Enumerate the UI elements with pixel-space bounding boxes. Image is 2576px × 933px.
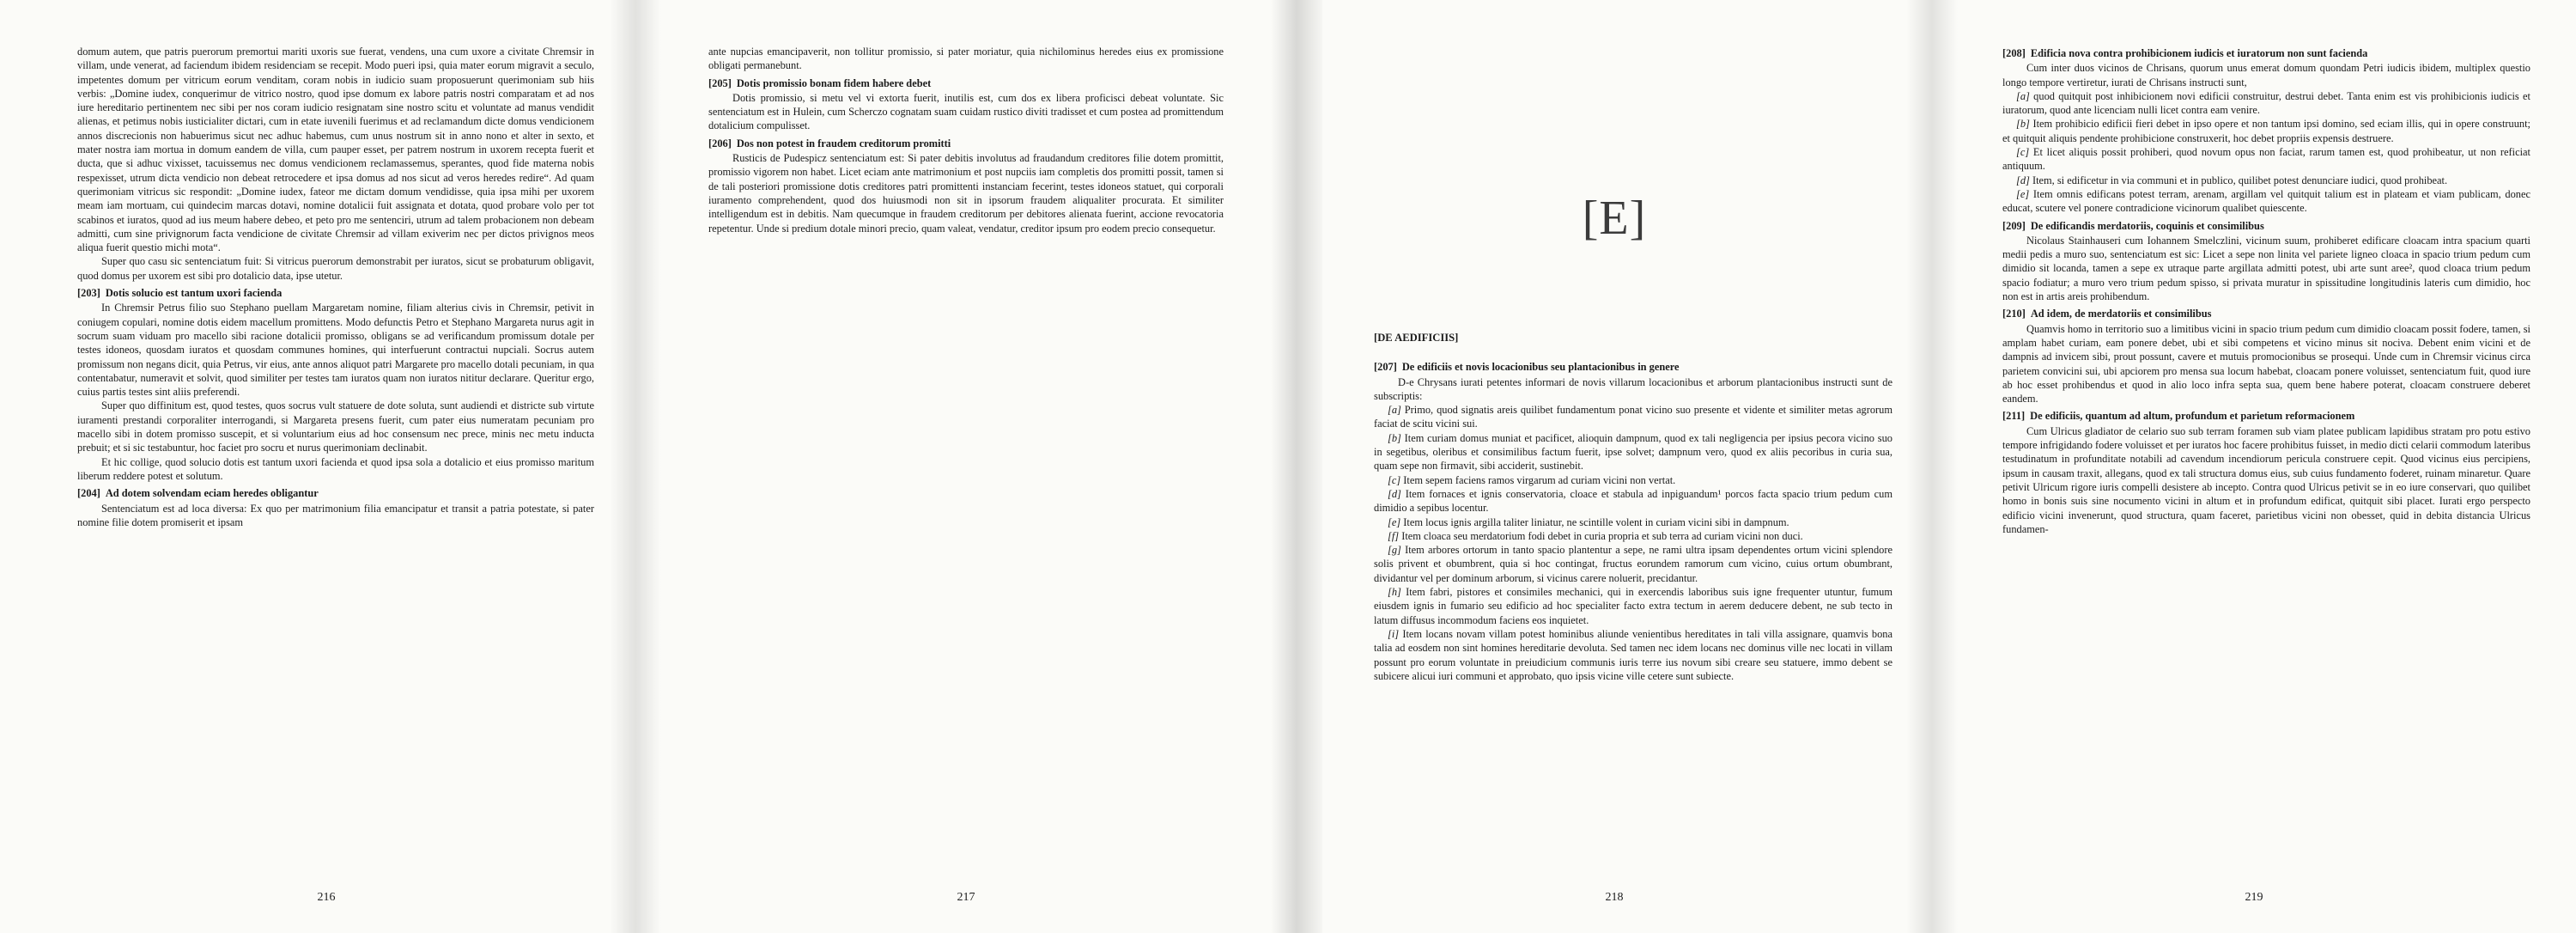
page-number: 218 <box>1605 891 1624 904</box>
item-text: Primo, quod signatis areis quilibet fundamentum ponat vicino suo presente et vidente et similiter metas agrorum faciat de scitu vicini sui. <box>1374 404 1893 430</box>
item-label: [a] <box>1388 404 1401 417</box>
section-number: [204] <box>77 487 100 500</box>
page-number: 216 <box>317 891 336 904</box>
section-heading-title: De edificiis et novis locacionibus seu plantacionibus in genere <box>1401 361 1680 374</box>
section-heading-title: Edificia nova contra prohibicionem iudicis et iuratorum non sunt facienda <box>2030 47 2368 59</box>
item-text: quod quitquit post inhibicionem novi edificii construitur, destrui debet. Tanta enim est vis prohibicionis iudicis et iuratorum, quod ante licenciam nulli licet contra eam venire. <box>2002 89 2530 117</box>
page-219 <box>1932 0 2576 933</box>
paragraph: Nicolaus Stainhauseri cum Iohannem Smelczlini, vicinum suum, prohiberet edificare cloacam intra spacium quarti medii pedis a muro suo, sentenciatum est sic: Licet a sepe non linita vel pariete ligneo cloaca in spacio trium pedum cum dimidio sit locanda, tamen a sepe ex utraque parte argillata admitti potest, ubi arte sunt aree², quod cloaca trium pedum spacio fodiatur; a muro vero trium pedum spisso, si privata muratur in spissitudine longitudinis lateris cum dimidio, hoc non est in artis areis prohibendum. <box>2002 234 2530 303</box>
item-text: Item fabri, pistores et consimiles mechanici, qui in exercendis laboribus suis igne frequenter utuntur, fumum eiusdem ignis in fumario seu edificio ad hoc specialiter facto extra tectum in aerem deducere debent, ne sub tecto in latum diffusus incommodum faciens eos inquietet. <box>1374 586 1893 626</box>
section-heading <box>2002 307 2530 320</box>
page-number: 217 <box>957 891 975 904</box>
paragraph: Cum inter duos vicinos de Chrisans, quorum unus emerat domum quondam Petri iudicis ibidem, multiplex questio longo tempore vertiretur, iurati de Chrisans instructi sunt, <box>2002 62 2530 88</box>
section-number: [210] <box>2002 308 2026 320</box>
paragraph: D-e Chrysans iurati petentes informari de novis villarum locacionibus et arborum plantacionibus instructi sunt de subscriptis: <box>1374 375 1893 402</box>
section-number: [205] <box>708 76 732 89</box>
list-item <box>2002 174 2530 187</box>
text-block <box>1374 331 1893 683</box>
paragraph: Super quo casu sic sentenciatum fuit: Si vitricus puerorum demonstrabit per iuratos, sicut se probaturum obligavit, quod domus per uxorem est sibi pro dotalicio data, ipse utetur. <box>77 255 594 282</box>
section-heading-title: Ad dotem solvendam eciam heredes obligantur <box>105 487 319 500</box>
paragraph: Rusticis de Pudespicz sentenciatum est: Si pater debitis involutus ad fraudandum creditores filie dotem promittit, promissio vigorem non habet. Licet eciam ante matrimonium et post nupciis iam completis dos promitti possit, tamen si de tali posteriori promissione dotis creditores patri promittenti instanciam fecerint, testes idoneos statuet, qui corporali iuramento comprehendent, quod dos huiusmodi non sit in ipsorum fraudem aliqualiter procurata. Et similiter intelligendum est in debitis. Nam quecumque in fraudem creditorum per debitores alienata fuerint, accione revocatoria repetentur. Unde si predium dotale minori precio, quam valeat, vendatur, creditor ipsum pro eodem precio consequetur. <box>708 152 1224 235</box>
item-label: [e] <box>1388 515 1401 528</box>
section-title: [DE AEDIFICIIS] <box>1374 332 1459 344</box>
item-text: Item curiam domus muniat et pacificet, alioquin dampnum, quod ex tali negligencia per ipsius pecora vicino suo in segetibus, oleribus et consimilibus factum fuerit, ipse solvet; dampnum vero, quod ex aliis pecoribus in curia sua, quam sepe non firmavit, sibi acciderit, sustinebit. <box>1374 431 1893 473</box>
section-heading-title: Dotis solucio est tantum uxori facienda <box>105 287 283 300</box>
text-block <box>77 45 594 529</box>
section-heading-title: Dotis promissio bonam fidem habere debet <box>736 76 932 89</box>
item-text: Item sepem faciens ramos virgarum ad curiam vicini non vertat. <box>1403 473 1676 486</box>
item-label: [f] <box>1388 529 1400 542</box>
item-label: [i] <box>1388 627 1400 640</box>
list-item <box>1374 529 1893 543</box>
list-item <box>1374 403 1893 431</box>
chapter-letter: [E] <box>1582 192 1647 245</box>
paragraph: ante nupcias emancipaverit, non tollitur promissio, si pater moriatur, quia nichilominus heredes eius ex promissione obligati permanebunt. <box>708 46 1224 72</box>
list-item <box>1374 473 1893 487</box>
list-item <box>1374 487 1893 515</box>
list-item <box>1374 627 1893 683</box>
item-text: Item arbores ortorum in tanto spacio plantentur a sepe, ne rami ultra ipsam dependentes ortum vicini splendore solis privent et obumbrent, quia si hoc contingat, fructus eorundem ramorum cum vicino, cuius ortum obumbrant, dividantur vel per dominum arborum, si vicinus carere noluerit, precidantur. <box>1374 544 1893 584</box>
section-heading-title: Dos non potest in fraudem creditorum promitti <box>736 137 951 149</box>
text-block <box>2002 43 2530 536</box>
list-item <box>1374 543 1893 585</box>
paragraph: Dotis promissio, si metu vel vi extorta fuerit, inutilis est, cum dos ex libera proficisci debeat voluntate. Sic sentenciatum est in Hulein, cum Scherczo cognatam suam cuidam rustico diviti tradisset et cum postea ad promittendum dotalicium compulisset. <box>708 91 1224 132</box>
item-label: [a] <box>2016 89 2030 102</box>
page-number: 219 <box>2245 891 2263 904</box>
item-text: Item, si edificetur in via communi et in publico, quilibet potest denunciare iudici, quod prohibeat. <box>2032 174 2448 186</box>
item-text: Item locus ignis argilla taliter liniatur, ne scintille volent in curiam vicini sibi in dampnum. <box>1403 515 1789 528</box>
paragraph: domum autem, que patris puerorum premortui mariti uxoris sue fuerat, vendens, una cum uxore a civitate Chremsir in villam, unde venerat, ad faciendum ibidem residenciam se recepit. Modo pueri ipsi, quia mater eorum migravit a seculo, impetentes domum per vitricum eorum venditam, coram nobis in iudicio suam proposuerunt querimoniam sub hiis verbis: „Domine iudex, conquerimur de vitrico nostro, quod ipse domum ex labore patris nostri comparatam et ad nos iure hereditario pertinentem nec sibi per nos coram iudicio resignatam sine nostro scitu et voluntate ad manus vendidit alienas, et petimus nobis iusticialiter dictari, cum in etate iuvenili fuerimus et ad reclamandum dicte domus vendicionem annos discrecionis non habuerimus sicut nec adhuc habemus, cum unus nostrum sit in anno nono et alter in sexto, et mater nostra iam mortua in domum eandem de villa, cum pauper esset, per patrem nostrum in uxorem recepta fuerit et ducta, que si adhuc vixisset, tacuissemus nec domus vendicionem reclamassemus, sperantes, quod fide materna nobis respexisset, utrum dicta vendicio non debeat retrocedere et ipsa domus ad nos sicut ad veros heredes redire“. Ad quam querimoniam vitricus sic respondit: „Domine iudex, fateor me dictam domum vendidisse, quia ipsa mihi per uxorem meam iam mortuam, cui quindecim marcas dotavi, nomine dotalicii fuit assignata et dotata, quod probare volo per tot scabinos et iuratos, quod ad ius meum habere debeo, et peto pro me sentenciri, utrum ad talem probacionem non debeam admitti, cum sine privignorum facta vendicione de civitate Chremsir ad villam exiverim nec per dictos privignos meos aliqua fuerit questio michi mota“. <box>77 46 594 254</box>
section-heading <box>77 486 594 500</box>
section-number: [206] <box>708 137 732 149</box>
item-label: [b] <box>1388 431 1401 444</box>
section-heading <box>708 76 1224 90</box>
item-label: [g] <box>1388 544 1401 557</box>
page-217 <box>635 0 1297 933</box>
text-block <box>708 45 1224 235</box>
item-text: Item fornaces et ignis conservatoria, cloace et stabula ad inpiguandum¹ porcos facta spacio trium pedum cum dimidio a sepibus locentur. <box>1374 487 1893 515</box>
item-label: [b] <box>2016 118 2030 131</box>
item-text: Item omnis edificans potest terram, arenam, argillam vel quitquit talium est in plateam et viam publicam, donec educat, scutere vel ponere contradicione vicinorum qualibet quiescente. <box>2002 187 2530 215</box>
item-text: Et licet aliquis possit prohiberi, quod novum opus non faciat, rarum tamen est, quod prohibeatur, ut non reficiat antiquum. <box>2002 146 2530 173</box>
paragraph: Et hic collige, quod solucio dotis est tantum uxori facienda et quod ipsa sola a dotalicio et eius promisso maritum liberum reddere potest et solutum. <box>77 455 594 482</box>
list-item <box>1374 431 1893 473</box>
section-heading-title: Ad idem, de merdatoriis et consimilibus <box>2030 308 2212 320</box>
section-heading <box>1374 360 1893 374</box>
section-number: [203] <box>77 287 100 300</box>
item-text: Item locans novam villam potest hominibus aliunde venientibus hereditates in tali villa assignare, quamvis bona talia ad eosdem non sint homines hereditarie devoluta. Sed tamen nec idem locans nec dominus ville nec locati in villam possunt pro eorum voluntate in preiudicium communis iuris terre ius novum sibi creare seu statuere, immo debent se subicere alicui iuri communi et approbato, quo ipsis vicine ville cetere sunt subiecte. <box>1374 627 1893 682</box>
paragraph: In Chremsir Petrus filio suo Stephano puellam Margaretam nomine, filiam alterius civis in Chremsir, petivit in coniugem copulari, nomine dotis eidem macellum promittens. Modo defunctis Petro et Stephano Margareta nurus agit in socrum suam viduam pro macello sibi racione dotalicii promisso, obligans se ad verificandum promissum dotale per testes idoneos, quosdam iuratos et quosdam communes homines, qui interfuerunt contractui nupciali. Socrus autem promissum non negans dicit, quia Petrus, vir eius, ante annos aliquot patri Margarete pro macello dotali pecuniam, in qua contentabatur, numeravit et solvit, quod similiter per testes tam iuratos quam non iuratos nititur declarare. Queritur ergo, cuius partis testes sint aliis preferendi. <box>77 302 594 399</box>
list-item <box>2002 145 2530 174</box>
item-label: [e] <box>2016 187 2030 200</box>
paragraph: Cum Ulricus gladiator de celario suo sub terram foramen sub viam platee publicam lapidibus stratam pro potu estivo tempore infrigidando fodere voluisset et per iuratos hoc facere prohibitus fuisset, in medio dicti celarii commodum lateribus testudinatum in profunditate notabili ad cavendum incendiorum pericula construere cepit. Quod vicinus eius percipiens, ipsum in causam traxit, allegans, quod ex tali structura domus eius, sub cuius fundamento foderet, ruinam minaretur. Quare petivit Ulricum rigore iuris compelli desistere ab incepto. Contra quod Ulricus petivit se in eo iure conservari, quo quilibet homo in bonis suis sine nocumento vicini in altum et in profundum edificat, quitquit sibi placet. Iurati ergo perspecto edificio vicini invenerunt, quod structura, quam faceret, parietibus vicini non obesset, quid in debita distancia Ulricus fundamen- <box>2002 424 2530 535</box>
list-item <box>2002 117 2530 145</box>
section-number: [207] <box>1374 361 1397 374</box>
section-heading <box>708 137 1224 150</box>
list-item <box>1374 585 1893 627</box>
page-216 <box>0 0 635 933</box>
section-number: [208] <box>2002 47 2026 59</box>
section-heading <box>77 286 594 300</box>
list-item <box>2002 89 2530 118</box>
item-text: Item prohibicio edificii fieri debet in ipso opere et non tantum ipsi domino, sed eciam illis, qui in opere construunt; et quitquit aliquis pendente prohibicione construxerit, hoc debet propriis expensis destruere. <box>2002 118 2530 144</box>
section-heading <box>2002 409 2530 423</box>
item-label: [d] <box>2016 174 2030 186</box>
list-item <box>1374 515 1893 529</box>
list-item <box>2002 187 2530 216</box>
item-text: Item cloaca seu merdatorium fodi debet in curia propria et sub terra ad curiam vicini non duci. <box>1401 529 1803 542</box>
page-218 <box>1297 0 1932 933</box>
section-number: [211] <box>2002 410 2026 423</box>
paragraph: Super quo diffinitum est, quod testes, quos socrus vult statuere de dote soluta, sunt audiendi et districte sub virtute iuramenti prestandi corporaliter interrogandi, si Margareta presens fuerit, cum pater eius numeratam pecuniam pro macello sibi in dotem promisso suscepit, et si voluntarium eius ad hoc consensum nec prece, minis nec metu inducta prebuit; et si sic testabuntur, hoc faciet pro socru et nurus querimoniam declinabit. <box>77 399 594 454</box>
item-label: [h] <box>1388 586 1401 599</box>
section-number: [209] <box>2002 219 2026 232</box>
section-heading <box>2002 219 2530 233</box>
section-heading-title: De edificandis merdatoriis, coquinis et consimilibus <box>2030 219 2264 232</box>
section-heading-title: De edificiis, quantum ad altum, profundum et parietum reformacionem <box>2030 410 2355 423</box>
item-label: [c] <box>1388 473 1401 486</box>
item-label: [d] <box>1388 487 1401 500</box>
paragraph: Sentenciatum est ad loca diversa: Ex quo per matrimonium filia emancipatur et transit a patria potestate, si pater nomine filie dotem promiserit et ipsam <box>77 502 594 528</box>
paragraph: Quamvis homo in territorio suo a limitibus vicini in spacio trium pedum cum dimidio cloacam possit fodere, tamen, si amplam habet curiam, eam ponere debet, ubi et sibi competens et vicino minus sit nociva. Debent enim vicini et de dampnis ad invicem sibi, prout possunt, cavere et mutuis promocionibus se prosequi. Unde cum in Chremsir vicinus circa parietem convicini sui, ubi apciorem pro mensa sua locum habebat, cloacam ponere voluisset, sentenciatum fuit, quod iure ab hoc esset prohibendus et quod in alio loco infra septa sua, quem bene habere poterat, cloacam construere deberet eandem. <box>2002 322 2530 406</box>
item-label: [c] <box>2016 146 2030 159</box>
section-heading <box>2002 46 2530 60</box>
